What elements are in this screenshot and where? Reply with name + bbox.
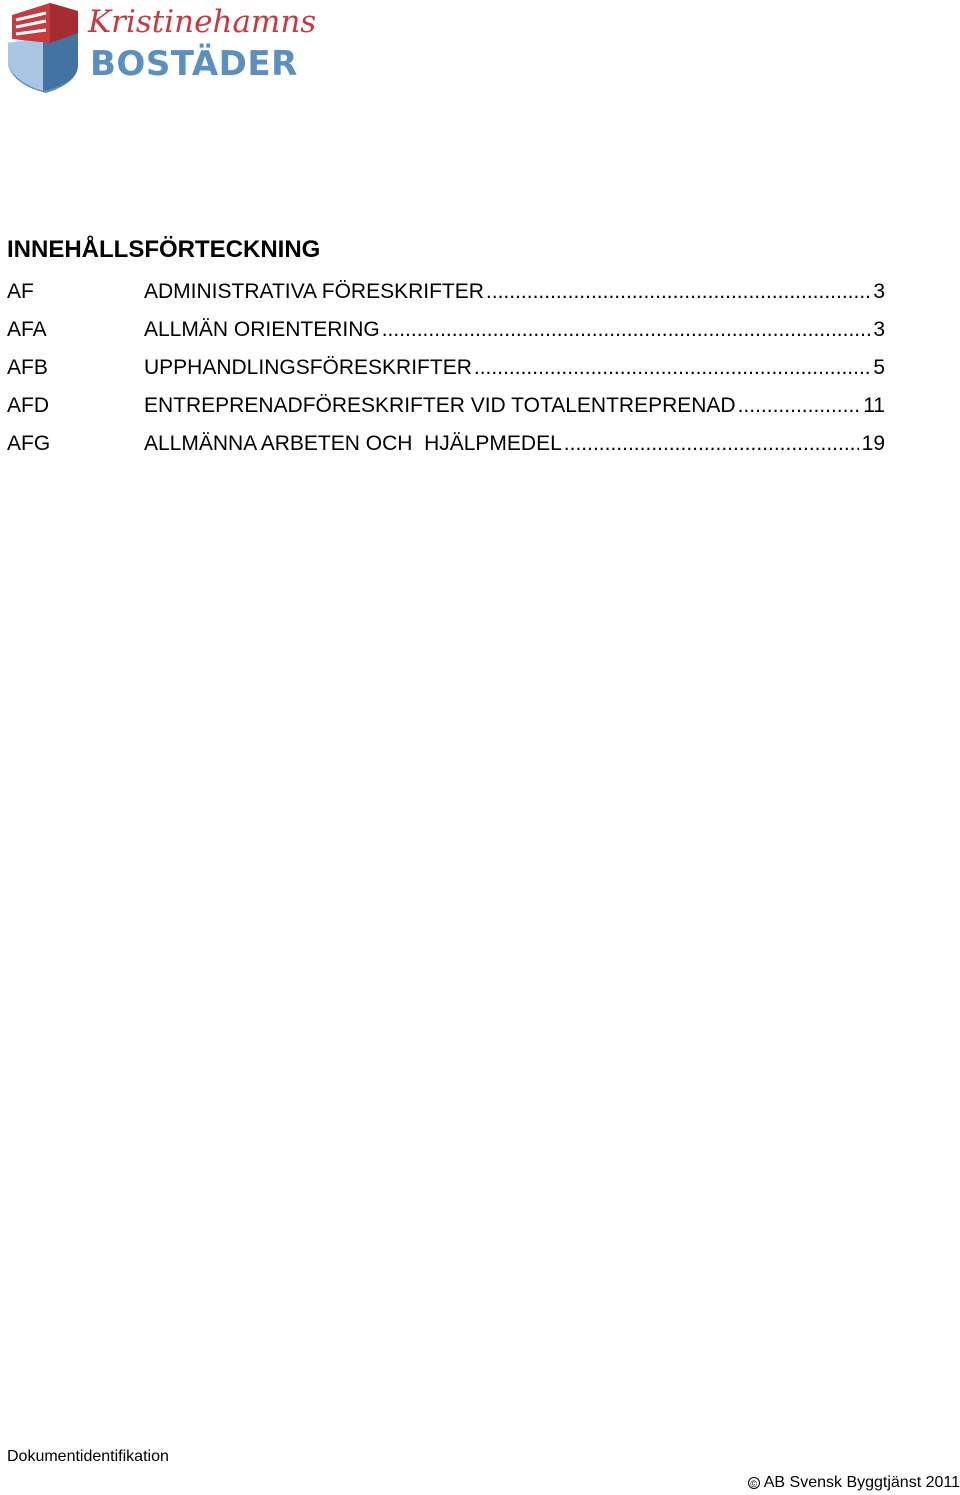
toc-entry-page: 11 (863, 394, 885, 417)
toc-entry-title: ADMINISTRATIVA FÖRESKRIFTER (144, 280, 484, 303)
toc-entry-code: AFB (7, 356, 48, 379)
toc-entry-code: AFG (7, 432, 51, 455)
document-identification-label: Dokumentidentifikation (7, 1448, 169, 1465)
toc-leader-dots (486, 279, 870, 305)
copyright-text: AB Svensk Byggtjänst 2011 (763, 1474, 960, 1491)
toc-entry-afd[interactable] (7, 393, 885, 431)
toc-leader-dots (738, 393, 861, 419)
toc-leader-dots (564, 431, 859, 457)
logo-script-text: Kristinehamns (88, 4, 317, 40)
toc-entry-title: ALLMÄN ORIENTERING (144, 318, 380, 341)
company-logo (6, 3, 317, 93)
toc-entry-page: 5 (873, 356, 885, 379)
toc-leader-dots (474, 355, 870, 381)
table-of-contents (7, 279, 885, 469)
toc-entry-af[interactable] (7, 279, 885, 317)
toc-heading: INNEHÅLLSFÖRTECKNING (7, 236, 321, 263)
toc-entry-code: AFA (7, 318, 47, 341)
copyright-notice (748, 1475, 960, 1491)
toc-leader-dots (382, 317, 871, 343)
toc-entry-title: UPPHANDLINGSFÖRESKRIFTER (144, 356, 472, 379)
toc-entry-title: ENTREPRENADFÖRESKRIFTER VID TOTALENTREPRENAD (144, 394, 736, 417)
toc-entry-page: 19 (861, 432, 885, 455)
logo-bold-text: BOSTÄDER (90, 44, 298, 84)
toc-entry-afg[interactable] (7, 431, 885, 469)
toc-entry-afb[interactable] (7, 355, 885, 393)
copyright-icon: © (748, 1477, 760, 1489)
toc-entry-afa[interactable] (7, 317, 885, 355)
toc-entry-title: ALLMÄNNA ARBETEN OCH HJÄLPMEDEL (144, 432, 562, 455)
building-shield-icon (6, 3, 80, 93)
toc-entry-code: AF (7, 280, 34, 303)
toc-entry-page: 3 (873, 280, 885, 303)
toc-entry-page: 3 (873, 318, 885, 341)
toc-entry-code: AFD (7, 394, 49, 417)
